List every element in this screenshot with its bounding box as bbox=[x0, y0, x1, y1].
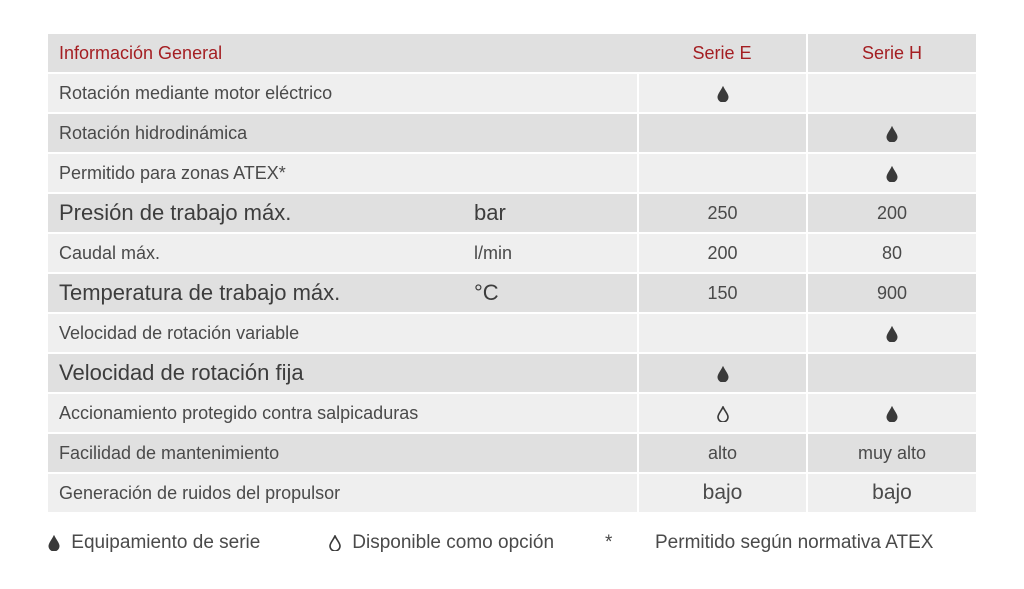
cell-serie-h bbox=[807, 393, 976, 433]
cell-serie-h bbox=[807, 193, 976, 233]
row-label: Presión de trabajo máx. bbox=[48, 193, 474, 233]
cell-value: 200 bbox=[707, 242, 738, 263]
header-label: Información General bbox=[48, 34, 638, 73]
filled-drop-icon bbox=[48, 532, 60, 553]
row-unit bbox=[474, 433, 638, 473]
row-label: Permitido para zonas ATEX* bbox=[48, 153, 474, 193]
row-unit bbox=[474, 313, 638, 353]
cell-serie-h bbox=[807, 473, 976, 513]
row-label: Accionamiento protegido contra salpicaduras bbox=[48, 393, 474, 433]
cell-serie-e bbox=[638, 73, 807, 113]
row-label: Caudal máx. bbox=[48, 233, 474, 273]
cell-serie-h bbox=[807, 233, 976, 273]
legend-standard-label: Equipamiento de serie bbox=[71, 532, 261, 553]
row-label: Temperatura de trabajo máx. bbox=[48, 273, 474, 313]
table-header-row bbox=[48, 34, 976, 73]
row-label: Velocidad de rotación variable bbox=[48, 313, 474, 353]
cell-serie-h bbox=[807, 153, 976, 193]
table-row bbox=[48, 273, 976, 313]
row-label: Facilidad de mantenimiento bbox=[48, 433, 474, 473]
filled-drop-icon bbox=[886, 403, 898, 423]
table-row bbox=[48, 233, 976, 273]
filled-drop-icon bbox=[717, 363, 729, 383]
row-unit bbox=[474, 473, 638, 513]
legend-optional bbox=[329, 532, 554, 554]
spec-table bbox=[48, 34, 976, 514]
cell-value: bajo bbox=[702, 481, 743, 504]
table-row bbox=[48, 353, 976, 393]
cell-serie-e bbox=[638, 273, 807, 313]
legend-asterisk: * bbox=[605, 532, 613, 553]
header-serie-e: Serie E bbox=[638, 34, 807, 73]
cell-serie-e bbox=[638, 113, 807, 153]
cell-value: 80 bbox=[881, 242, 903, 263]
cell-value: 200 bbox=[876, 202, 908, 223]
spec-table-container bbox=[48, 34, 976, 514]
cell-serie-e bbox=[638, 233, 807, 273]
table-row bbox=[48, 153, 976, 193]
table-row bbox=[48, 113, 976, 153]
row-label: Rotación mediante motor eléctrico bbox=[48, 73, 474, 113]
row-unit: bar bbox=[474, 193, 638, 233]
cell-serie-e bbox=[638, 393, 807, 433]
cell-serie-e bbox=[638, 353, 807, 393]
cell-value: 150 bbox=[707, 282, 738, 303]
filled-drop-icon bbox=[886, 123, 898, 143]
filled-drop-icon bbox=[886, 163, 898, 183]
row-unit bbox=[474, 353, 638, 393]
cell-serie-h bbox=[807, 73, 976, 113]
row-unit bbox=[474, 73, 638, 113]
legend-optional-label: Disponible como opción bbox=[352, 532, 555, 553]
table-row bbox=[48, 473, 976, 513]
cell-serie-h bbox=[807, 113, 976, 153]
cell-value: bajo bbox=[872, 481, 912, 504]
cell-serie-e bbox=[638, 313, 807, 353]
outline-drop-icon bbox=[717, 403, 729, 423]
row-label: Velocidad de rotación fija bbox=[48, 353, 474, 393]
row-unit: l/min bbox=[474, 233, 638, 273]
cell-serie-e bbox=[638, 433, 807, 473]
legend-atex-note: Permitido según normativa ATEX bbox=[655, 532, 934, 553]
row-unit bbox=[474, 113, 638, 153]
table-row bbox=[48, 313, 976, 353]
cell-serie-h bbox=[807, 273, 976, 313]
cell-serie-h bbox=[807, 313, 976, 353]
cell-serie-e bbox=[638, 193, 807, 233]
filled-drop-icon bbox=[886, 323, 898, 343]
row-label: Generación de ruidos del propulsor bbox=[48, 473, 474, 513]
cell-value: 900 bbox=[876, 282, 908, 303]
table-row bbox=[48, 73, 976, 113]
table-row bbox=[48, 393, 976, 433]
cell-serie-h bbox=[807, 433, 976, 473]
cell-serie-e bbox=[638, 473, 807, 513]
row-unit bbox=[474, 393, 638, 433]
cell-value: 250 bbox=[707, 202, 738, 223]
table-row bbox=[48, 433, 976, 473]
row-unit: °C bbox=[474, 273, 638, 313]
cell-serie-h bbox=[807, 353, 976, 393]
table-row bbox=[48, 193, 976, 233]
cell-serie-e bbox=[638, 153, 807, 193]
outline-drop-icon bbox=[329, 532, 341, 553]
cell-value: muy alto bbox=[857, 442, 927, 463]
filled-drop-icon bbox=[717, 83, 729, 103]
cell-value: alto bbox=[707, 442, 738, 463]
row-unit bbox=[474, 153, 638, 193]
row-label: Rotación hidrodinámica bbox=[48, 113, 474, 153]
legend-standard bbox=[48, 532, 260, 554]
header-serie-h: Serie H bbox=[807, 34, 976, 73]
